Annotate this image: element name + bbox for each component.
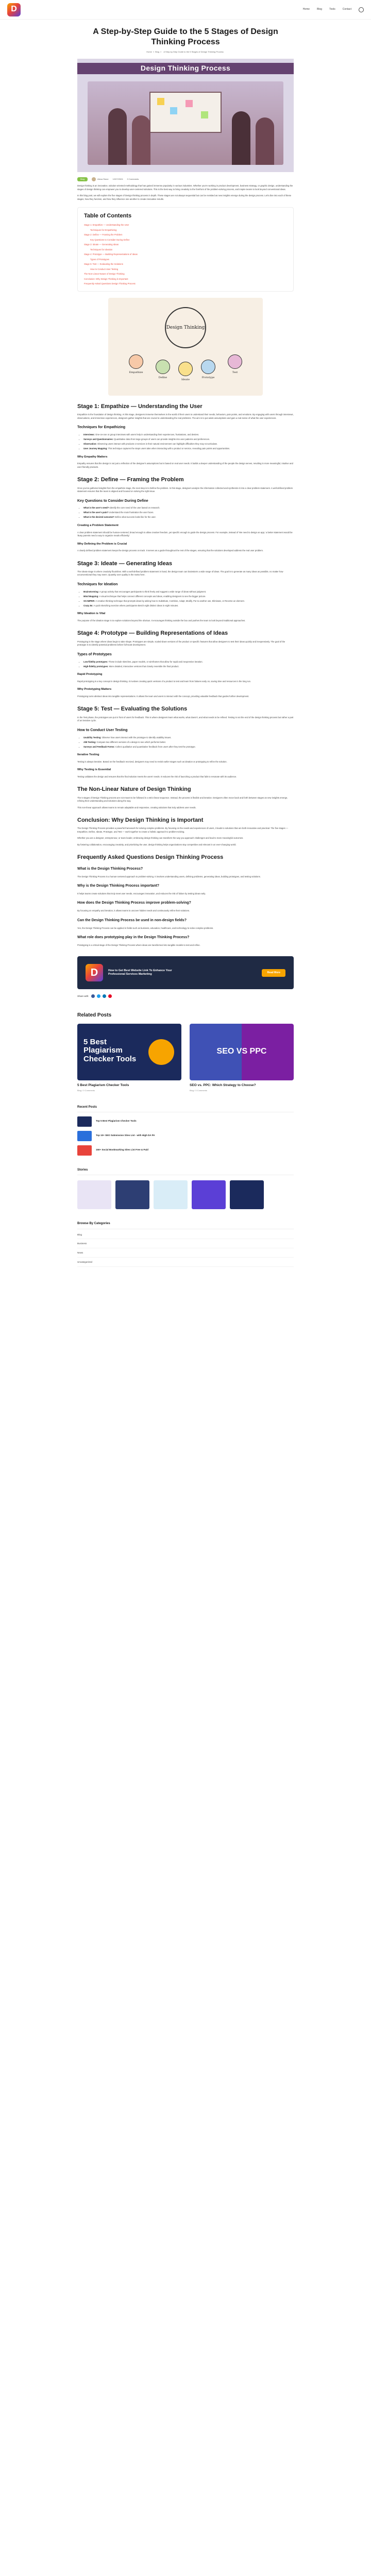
share-label: Share with:: [77, 994, 89, 997]
category-item[interactable]: Uncategorized: [77, 1261, 294, 1267]
list-item: [83, 736, 294, 740]
paragraph: A clear problem statement should be human-centered, broad enough to allow creative freedom, yet specific enough to guide the design process. For example, instead of 'We need to design an app,' a better statement would be 'Busy parents need a way to organize meals efficiently.': [77, 531, 293, 537]
paragraph: Rapid prototyping is a key concept in design thinking. It involves creating quick versions of a product to test and learn from failures early on, saving time and resources in the long run.: [77, 680, 251, 683]
minor-heading: Why Ideation is Vital: [77, 612, 106, 616]
toc-item[interactable]: How to Conduct User Testing: [90, 267, 119, 270]
bullet-list: [77, 506, 294, 519]
paragraph: In this blog post, we will explore the five stages of Design thinking process in depth. These stages are not always sequential but can be revisited as new insights emerge during the design process. Let's dive into each of these stages, how they function, and how they influence one another to create innovative results.: [77, 194, 292, 200]
list-item: [83, 745, 294, 749]
table-of-contents: [77, 207, 294, 292]
toc-item[interactable]: Stage 5: Test — Evaluating the Solutions: [84, 263, 123, 266]
section-heading: Stage 4: Prototype — Building Representations of Ideas: [77, 630, 228, 637]
category-list: [77, 1233, 294, 1267]
minor-heading: Why Prototyping Matters: [77, 688, 112, 691]
category-item[interactable]: News: [77, 1251, 294, 1258]
related-heading: Related Posts: [77, 1012, 112, 1019]
paragraph: In the Test phase, the prototypes are put in front of users for feedback. This is where designers learn what works, what doesn't, and what needs to be refined. Testing is not the end of the design thinking process but rather a part of an iterative cycle.: [77, 716, 294, 722]
person-figure: [256, 117, 274, 165]
recent-posts-widget: [77, 1105, 294, 1156]
title-area: [0, 20, 371, 54]
category-tag[interactable]: Blog: [77, 177, 88, 181]
minor-heading: Iterative Testing: [77, 753, 99, 757]
paragraph: Prototyping is the stage where ideas begin to take shape. Prototypes are simple, scaled-down versions of the product or specific features that allow designers to test their ideas quickly and inexpensively. The goal of the prototype is to identify potential problems before full-scale development.: [77, 640, 285, 647]
toc-list: [84, 224, 287, 286]
subsection-heading: Techniques for Empathizing: [77, 426, 126, 430]
thumbnail-graphic: [148, 1039, 174, 1065]
list-item-text: Define what success looks like for the user.: [114, 516, 156, 519]
toc-item[interactable]: Conclusion: Why Design Thinking is Important: [84, 277, 128, 280]
recent-title[interactable]: Top 10+ SEO Submission Sites List - with High DA PA: [96, 1134, 155, 1137]
article-intro: [77, 184, 294, 201]
faq-list: [77, 867, 294, 947]
subsection-heading: Techniques for Ideation: [77, 582, 118, 586]
subsection-heading: Key Questions to Consider During Define: [77, 499, 148, 503]
diagram-node: [178, 362, 193, 376]
list-item-term: Interviews:: [83, 433, 95, 436]
person-figure: [132, 115, 150, 165]
related-card[interactable]: [77, 1024, 181, 1093]
facebook-icon[interactable]: [91, 994, 95, 998]
avatar: [92, 177, 96, 181]
list-item: [83, 741, 294, 744]
toc-item[interactable]: Frequently Asked Questions Design Thinking Process: [84, 282, 136, 285]
section-heading: Stage 2: Define — Framing the Problem: [77, 477, 184, 483]
list-item: [83, 604, 294, 608]
related-title[interactable]: SEO vs. PPC: Which Strategy to Choose?: [190, 1083, 256, 1087]
list-item-term: Surveys and Questionnaires:: [83, 438, 113, 441]
toc-item[interactable]: Techniques for Empathizing: [90, 228, 117, 231]
widget-title: Recent Posts: [77, 1105, 294, 1112]
list-item-term: High-fidelity prototypes:: [83, 665, 109, 668]
list-item-term: A/B Testing:: [83, 740, 96, 743]
list-item: [83, 443, 294, 446]
minor-heading: Rapid Prototyping: [77, 673, 103, 676]
diagram-node: [156, 360, 170, 374]
list-item-term: Crazy 8s:: [83, 604, 93, 607]
bullet-list: [77, 660, 294, 669]
story-thumbnail[interactable]: [230, 1180, 264, 1209]
story-thumbnail[interactable]: [154, 1180, 188, 1209]
faq-answer: It helps teams create solutions that truly meet user needs, encourages innovation, and reduces the risk of failure by testing ideas early.: [77, 892, 206, 895]
list-item-term: Usability Testing:: [83, 736, 102, 739]
list-item-term: What is the user's pain?: [83, 511, 108, 514]
linkedin-icon[interactable]: [103, 994, 106, 998]
list-item-text: Identify the core need of the user based on research.: [109, 506, 160, 510]
section-heading: Frequently Asked Questions Design Thinking Process: [77, 854, 224, 861]
post-meta: [77, 177, 294, 181]
paragraph: Testing validates the design and ensures that the final solution meets the users' needs. It reduces the risk of launching a product that fails to resonate with its audience.: [77, 775, 237, 778]
related-meta: Blog / 0 Comments: [77, 1089, 95, 1092]
list-item-term: Brainstorming:: [83, 590, 99, 593]
list-item-term: User Journey Mapping:: [83, 447, 108, 450]
recent-thumbnail[interactable]: [77, 1116, 92, 1127]
list-item: [83, 438, 294, 442]
list-item: [83, 506, 294, 510]
pinterest-icon[interactable]: [108, 994, 112, 998]
recent-item[interactable]: [77, 1116, 294, 1127]
paragraph: By fostering collaboration, encouraging creativity, and prioritizing the user, design thinking helps organizations stay competitive and relevant in an ever-changing world.: [77, 843, 237, 846]
person-figure: [108, 108, 127, 165]
breadcrumb-blog[interactable]: Blog: [155, 50, 160, 53]
related-meta: Blog / 0 Comments: [190, 1089, 208, 1092]
toc-heading: Table of Contents: [84, 213, 132, 219]
comment-count[interactable]: 0 Comments: [127, 178, 139, 181]
breadcrumb-home[interactable]: Home: [146, 50, 152, 53]
paragraph: The purpose of the ideation stage is to explore solutions beyond the obvious. It encourages thinking outside the box and pushes the team to look beyond traditional approaches.: [77, 619, 246, 622]
site-logo[interactable]: D: [7, 3, 21, 16]
list-item: [83, 590, 294, 594]
cta-logo: D: [86, 964, 103, 981]
nav-home[interactable]: Home: [302, 7, 310, 11]
list-item-text: This technique captures the steps users take when interacting with a product or service, revealing pain points and opportunities.: [108, 447, 230, 450]
diagram-label: Define: [158, 376, 167, 379]
list-item-term: What is the desired outcome?: [83, 516, 114, 519]
share-row: [77, 994, 294, 998]
site-header: [0, 0, 371, 20]
person-figure: [232, 111, 250, 165]
list-item-text: Observing users interact with products or services in their natural environment can highlight difficulties they may not articulate.: [97, 443, 218, 446]
author-name[interactable]: Alexa Stone: [97, 178, 109, 181]
diagram-node: [228, 354, 242, 369]
thumbnail-text: 5 Best Plagiarism Checker Tools: [83, 1037, 137, 1063]
toc-item[interactable]: Key Questions to Consider During Define: [90, 238, 130, 241]
section-heading: Stage 5: Test — Evaluating the Solutions: [77, 706, 188, 713]
cta-text: How to Get Best Website Link To Enhance Your Professional Services Marketing: [108, 969, 172, 976]
cta-banner: [77, 956, 294, 989]
list-item-text: A group activity that encourages participants to think freely and suggest a wide range of ideas without judgment.: [99, 590, 207, 593]
list-item-text: A quick sketching exercise where participants sketch eight distinct ideas in eight minutes.: [93, 604, 179, 607]
list-item-text: Understand the main frustration the user faces.: [109, 511, 154, 514]
post-date: 12/07/2024: [112, 178, 123, 181]
minor-heading: Why Testing is Essential: [77, 768, 111, 772]
list-item-text: Observe how users interact with the prototype to identify usability issues.: [102, 736, 172, 739]
paragraph: Whether you are a designer, entrepreneur, or team leader, embracing design thinking can transform the way you approach challenges and lead to more meaningful outcomes.: [77, 837, 244, 840]
list-item-term: Mind Mapping:: [83, 595, 99, 598]
list-item-term: What is the user's need?: [83, 506, 109, 510]
list-item-term: SCAMPER:: [83, 599, 95, 602]
nav-contact[interactable]: Contact: [342, 7, 351, 11]
section-heading: Stage 3: Ideate — Generating Ideas: [77, 560, 173, 567]
list-item: [83, 665, 294, 669]
list-item-text: Compare two different versions of a design to see which performs better.: [96, 740, 166, 743]
list-item-term: Low-fidelity prototypes:: [83, 660, 108, 663]
stories-widget: [77, 1168, 294, 1209]
faq-question: What role does prototyping play in the Design Thinking Process?: [77, 936, 190, 940]
section-heading: Stage 1: Empathize — Understanding the User: [77, 403, 203, 410]
paragraph: A clearly defined problem statement keeps the design process on track. It serves as a guide throughout the rest of the stages, ensuring that the solutions developed address the real user problem.: [77, 549, 264, 552]
diagram-center: Design Thinking: [165, 307, 206, 348]
search-icon[interactable]: [359, 7, 364, 12]
twitter-icon[interactable]: [97, 994, 100, 998]
paragraph: Design thinking is an innovative, solution-oriented methodology that has gained immense popularity in various industries. Whether you're working in product development, business strategy, or graphic design, understanding the stages of design thinking can empower you to develop user-centered solutions. This is the best way to bring creativity to the forefront of the problem-solving process, and inspire teams to look beyond conventional ideas.: [77, 184, 293, 191]
story-thumbnail[interactable]: [192, 1180, 226, 1209]
hero-scene: [88, 81, 283, 165]
minor-heading: Why Empathy Matters: [77, 455, 108, 459]
faq-answer: Yes, the Design Thinking Process can be applied in fields such as business, education, healthcare, and technology to solve complex problems.: [77, 926, 214, 929]
author: [92, 177, 109, 181]
list-item-term: Surveys and Feedback Forms:: [83, 745, 115, 748]
list-item: [83, 595, 294, 599]
toc-item[interactable]: Stage 2: Define — Framing the Problem: [84, 233, 123, 236]
minor-heading: Why Defining the Problem is Crucial: [77, 542, 127, 546]
categories-widget: [77, 1222, 294, 1267]
section-heading: Conclusion: Why Design Thinking is Important: [77, 817, 204, 824]
recent-title[interactable]: Top 5 Best Plagiarism Checker Tools: [96, 1120, 137, 1123]
widget-title: Stories: [77, 1168, 294, 1175]
list-item-text: Quantitative data from large groups of users can provide insights into user patterns and preferences.: [114, 438, 210, 441]
toc-item[interactable]: Stage 3: Ideate — Generating Ideas: [84, 243, 119, 246]
nav-tools[interactable]: Tools: [329, 7, 335, 11]
article-body: [77, 403, 294, 947]
subsection-heading: How to Conduct User Testing: [77, 728, 128, 732]
page-title: A Step-by-Step Guide to the 5 Stages of Design Thinking Process: [93, 27, 278, 46]
list-item: [83, 516, 294, 519]
nav-blog[interactable]: Blog: [317, 7, 323, 11]
list-item: [83, 660, 294, 664]
diagram-label: Ideate: [181, 378, 190, 381]
subsection-heading: Types of Prototypes: [77, 652, 112, 656]
faq-answer: By focusing on empathy and iteration, it allows teams to uncover hidden needs and continuously refine their solutions.: [77, 909, 190, 912]
sticky-note: [201, 111, 208, 118]
category-item[interactable]: Business: [77, 1242, 294, 1248]
paragraph: The 5 stages of Design Thinking process are not meant to be followed in a strict linear sequence. Instead, the process is flexible and iterative. Designers often move back and forth between stages as new insights emerge, refining their understanding and solutions along the way.: [77, 796, 288, 803]
paragraph: Once you've gathered insights from the empathize stage, the next step is to Define the problem. In this stage, designers analyze the information collected and synthesize it into a clear problem statement. A well-defined problem statement ensures that the team is aligned and focused on solving the right issue.: [77, 486, 293, 493]
breadcrumb: Home » Blog » A Step-by-Step Guide to the 5 Stages of Design Thinking Process: [146, 50, 224, 53]
toc-item[interactable]: Stage 1: Empathize — Understanding the User: [84, 224, 129, 227]
faq-question: Can the Design Thinking Process be used in non-design fields?: [77, 918, 187, 922]
list-item-text: A creative thinking technique that prompts ideas by asking how to Substitute, Combine, Adapt, Modify, Put to another use, Eliminate, or Reverse an element.: [95, 599, 245, 602]
list-item: [83, 433, 294, 437]
list-item-text: More detailed, interactive versions that closely resemble the final product.: [109, 665, 179, 668]
toc-item[interactable]: The Non-Linear Nature of Design Thinking: [84, 273, 125, 276]
paragraph: The Ideate stage is where creativity flourishes. With a well-defined problem statement in hand, the design team can brainstorm a wide range of ideas. The goal is to generate as many ideas as possible, no matter how unconventional they may seem. Quantity over quality is the motto here.: [77, 570, 283, 577]
recent-item[interactable]: [77, 1131, 294, 1141]
list-item-term: Observation:: [83, 443, 97, 446]
list-item-text: A visual technique that helps connect different concepts and ideas, enabling designers to see the bigger picture.: [99, 595, 206, 598]
sticky-note: [170, 107, 177, 114]
diagram-node: [129, 354, 143, 369]
thumbnail-text: SEO VS PPC: [216, 1046, 267, 1056]
faq-question: Why is the Design Thinking Process important?: [77, 884, 160, 888]
hero-banner: Design Thinking Process: [77, 63, 294, 74]
paragraph: Testing is always iterative. Based on the feedback received, designers may need to revisit earlier stages such as ideation or prototyping to refine the solution.: [77, 760, 227, 763]
bullet-list: [77, 433, 294, 451]
diagram-label: Prototype: [201, 376, 215, 379]
toc-item[interactable]: Types of Prototypes: [90, 258, 110, 261]
diagram-label: Test: [232, 370, 238, 374]
section-heading: The Non-Linear Nature of Design Thinking: [77, 786, 191, 793]
list-item: [83, 600, 294, 603]
related-title[interactable]: 5 Best Plagiarism Checker Tools: [77, 1083, 129, 1087]
toc-item[interactable]: Stage 4: Prototype — Building Representations of Ideas: [84, 253, 138, 256]
widget-title: Browse By Categories: [77, 1222, 294, 1229]
list-item-text: Collect qualitative and quantitative feedback from users after they test the prototype.: [115, 745, 196, 748]
recent-item[interactable]: [77, 1145, 294, 1156]
paragraph: Empathy ensures that the design is not just a reflection of the designer's assumptions but is based on real user needs. It builds a deeper understanding of the people the design serves, resulting in more meaningful, intuitive and user-friendly products.: [77, 462, 293, 468]
list-item: [83, 447, 294, 451]
diagram-label: Empathize: [129, 370, 143, 374]
faq-answer: The Design Thinking Process is a human-centered approach to problem-solving. It involves understanding users, defining problems, generating ideas, building prototypes, and testing solutions.: [77, 875, 261, 878]
paragraph: This non-linear approach allows teams to remain adaptable and responsive, creating solutions that truly address user needs.: [77, 806, 196, 809]
list-item-text: One-on-one or group interviews with users help in understanding their experiences, frustrations, and desires.: [95, 433, 199, 436]
recent-title[interactable]: 150+ Social Bookmarking Sites List Free & Paid: [96, 1148, 148, 1151]
category-item[interactable]: Blog: [77, 1233, 294, 1240]
faq-question: What is the Design Thinking Process?: [77, 867, 143, 871]
sticky-note: [185, 100, 193, 107]
design-thinking-diagram: [108, 298, 263, 396]
story-thumbnail[interactable]: [115, 1180, 149, 1209]
faq-question: How does the Design Thinking Process improve problem-solving?: [77, 901, 191, 905]
paragraph: Empathize is the foundation of design thinking. At this stage, designers immerse themselves in the world of their users to understand their needs, behaviors, pain points, and emotions. By engaging with users through interviews, observations, and immersive experiences, designers gather insights that are crucial to understanding the real problems. The aim is to put aside assumptions and gain a real sense of what the user experiences.: [77, 413, 294, 419]
bullet-list: [77, 590, 294, 608]
paragraph: Prototyping turns abstract ideas into tangible representations. It allows the team and users to interact with the concept, providing valuable feedback that guides further development.: [77, 694, 249, 698]
related-thumbnail[interactable]: [77, 1024, 181, 1080]
list-item-text: These include sketches, paper models, or wireframes that allow for rapid and inexpensive iteration.: [108, 660, 203, 663]
recent-thumbnail[interactable]: [77, 1131, 92, 1141]
cta-read-more-button[interactable]: Read More: [262, 969, 285, 977]
story-thumbnail[interactable]: [77, 1180, 111, 1209]
breadcrumb-current: A Step-by-Step Guide to the 5 Stages of Design Thinking Process: [163, 50, 224, 53]
paragraph: The Design Thinking Process provides a powerful framework for solving complex problems. By focusing on the needs and experiences of users, it leads to solutions that are both innovative and practical. The five stages — Empathize, Define, Ideate, Prototype, and Test — work together to create a holistic approach to problem-solving.: [77, 827, 289, 833]
bullet-list: [77, 736, 294, 749]
hero-image: [77, 59, 294, 172]
toc-item[interactable]: Techniques for Ideation: [90, 248, 113, 251]
main-nav: [303, 8, 351, 12]
related-posts: [77, 1024, 294, 1093]
minor-heading: Creating a Problem Statement: [77, 523, 119, 527]
related-card[interactable]: [190, 1024, 294, 1093]
recent-thumbnail[interactable]: [77, 1145, 92, 1156]
related-thumbnail[interactable]: [190, 1024, 294, 1080]
faq-answer: Prototyping is a critical stage of the Design Thinking Process where ideas are transformed into tangible models to test and refine.: [77, 943, 200, 946]
list-item: [83, 511, 294, 515]
stories-grid: [77, 1180, 294, 1209]
sticky-note: [157, 98, 164, 105]
diagram-node: [201, 360, 215, 374]
